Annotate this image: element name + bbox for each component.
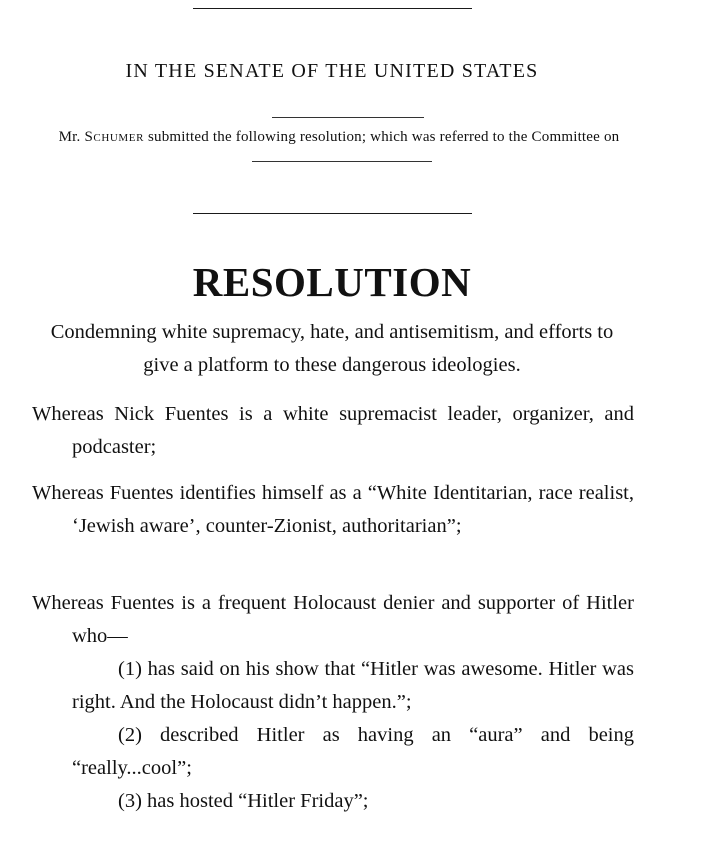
clause-item: (1) has said on his show that “Hitler was awesome. Hitler was right. And the Holocaust didn’t happen.”;	[72, 658, 634, 713]
chamber-rule	[272, 117, 424, 118]
whereas-clause: Whereas Fuentes is a frequent Holocaust denier and supporter of Hitler who—	[32, 592, 634, 647]
sponsor-prefix: Mr.	[58, 129, 85, 145]
committee-blank	[252, 149, 432, 162]
top-rule	[193, 8, 472, 9]
resolution-title: Condemning white supremacy, hate, and antisemitism, and efforts to give a platform to these dangerous ideologies.	[50, 321, 614, 376]
whereas-clause: Whereas Fuentes identifies himself as a “White Identitarian, race realist, ‘Jewish aware’, counter-Zionist, authoritarian”;	[32, 482, 634, 537]
chamber-heading: IN THE SENATE OF THE UNITED STATES	[125, 60, 539, 82]
sponsor-name: Schumer	[84, 129, 145, 145]
submission-text: submitted the following resolution; which was referred to the Committee on	[144, 129, 620, 145]
document-type: RESOLUTION	[192, 259, 472, 305]
submission-statement	[44, 127, 634, 169]
separator-rule	[193, 213, 472, 214]
clause-item: (2) described Hitler as having an “aura” and being “really...cool”;	[72, 724, 634, 779]
whereas-clause: Whereas Nick Fuentes is a white supremacist leader, organizer, and podcaster;	[32, 403, 634, 458]
clause-item: (3) has hosted “Hitler Friday”;	[118, 790, 369, 812]
